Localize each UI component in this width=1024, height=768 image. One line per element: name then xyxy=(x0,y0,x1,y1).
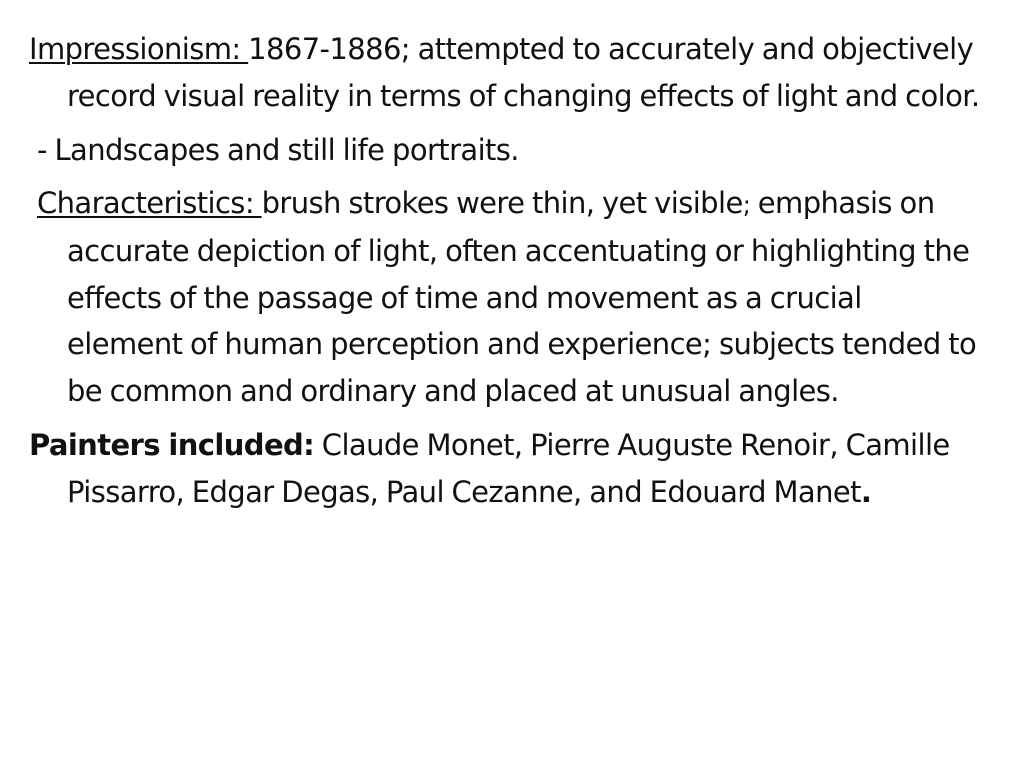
painters-text: Claude Monet, Pierre Auguste Renoir, Camille Pissarro, Edgar Degas, Paul Cezanne, and Edouard Manet xyxy=(67,428,950,509)
painters-paragraph xyxy=(29,422,984,515)
slide-body-text xyxy=(29,26,984,523)
characteristics-label: Characteristics: xyxy=(37,185,262,220)
painters-period: . xyxy=(860,474,872,509)
impressionism-label: Impressionism: xyxy=(29,32,249,66)
impressionism-text: 1867-1886; attempted to accurately and objectively record visual reality in terms of changing effects of light and color. xyxy=(67,32,980,113)
characteristics-text-continued: emphasis on accurate depiction of light, often accentuating or highlighting the effects of the passage of time and movement as a crucial element of human perception and experience; subjects tended to be common and ordinary and placed at unusual angles. xyxy=(67,185,977,408)
painters-label: Painters included: xyxy=(29,428,315,462)
subjects-text: - Landscapes and still life portraits. xyxy=(37,133,519,167)
characteristics-semicolon: ; xyxy=(742,190,751,219)
impressionism-paragraph xyxy=(29,26,984,119)
characteristics-text: brush strokes were thin, yet visible xyxy=(261,185,743,220)
subjects-paragraph xyxy=(29,127,984,174)
characteristics-paragraph xyxy=(29,180,984,415)
